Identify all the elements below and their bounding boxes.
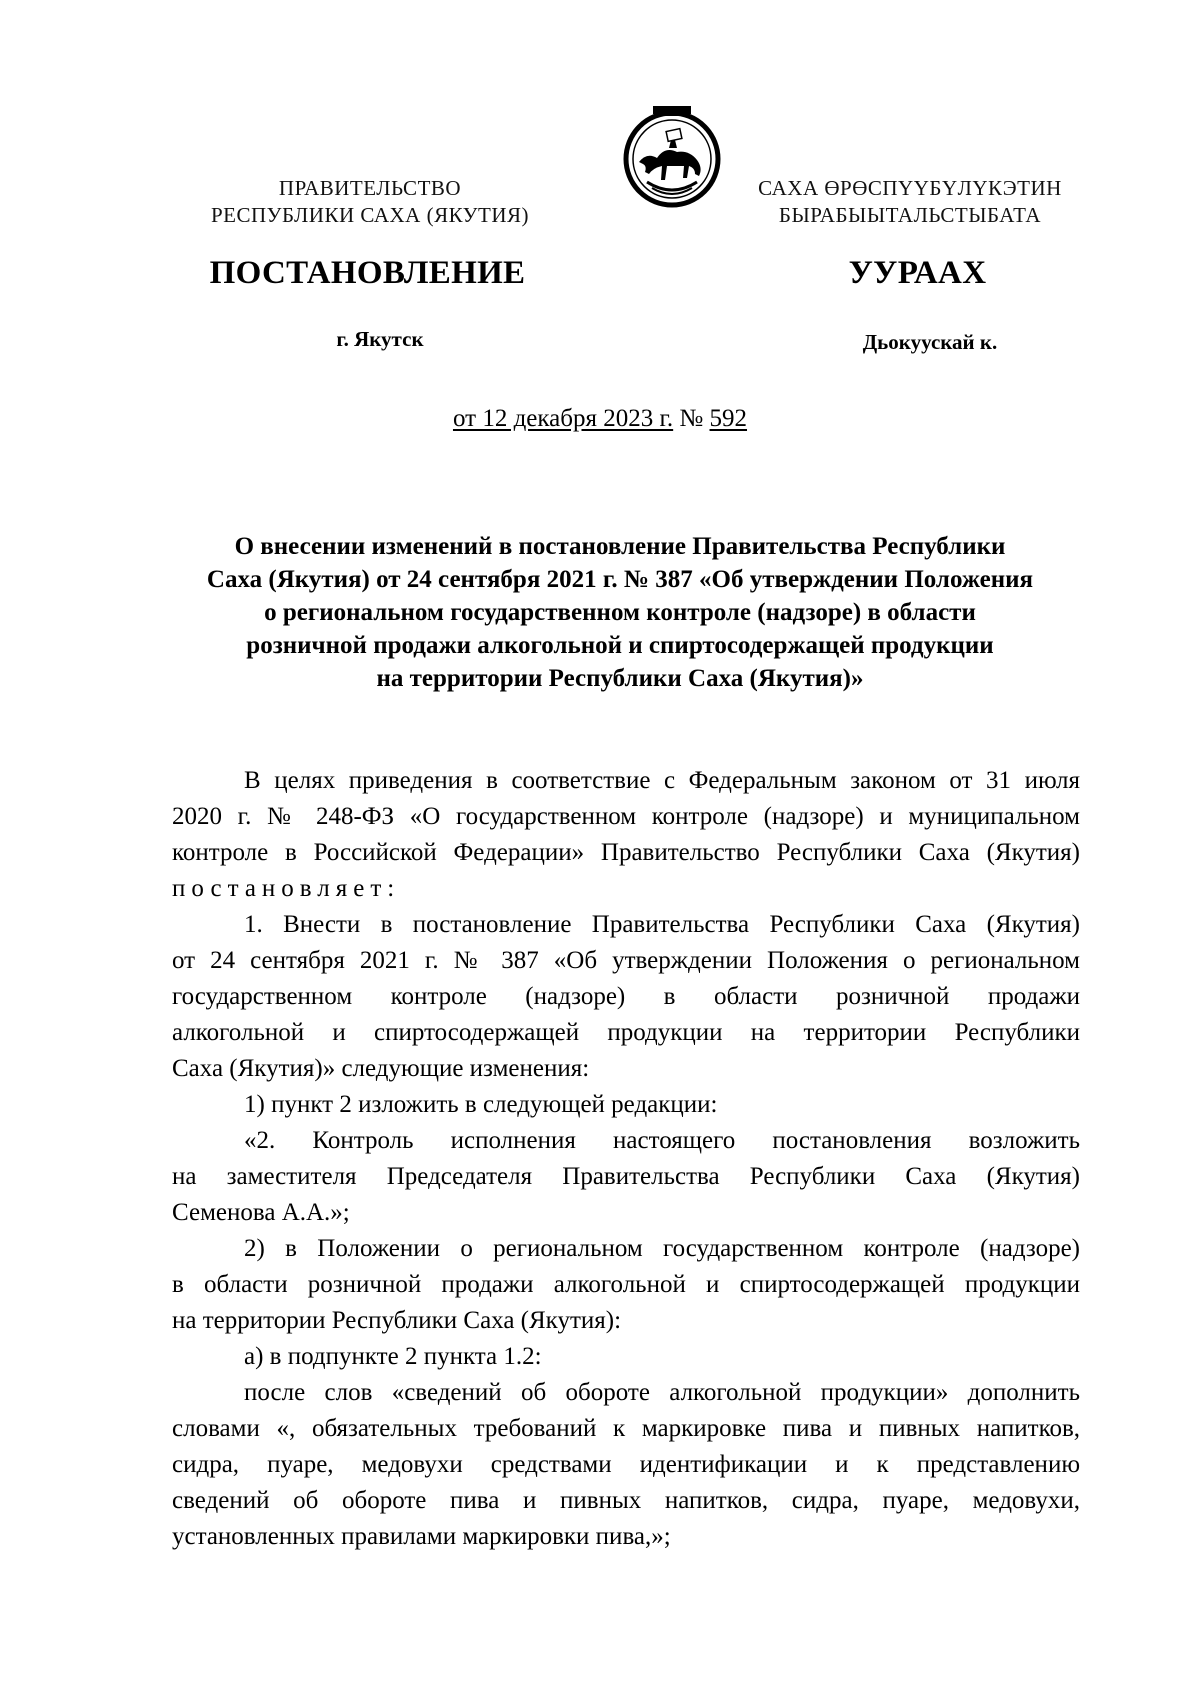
body-line: на заместителя Председателя Правительства Республики Саха (Якутия) bbox=[172, 1163, 1080, 1190]
coat-of-arms-emblem-icon bbox=[617, 102, 727, 212]
heading-line: О внесении изменений в постановление Правительства Республики bbox=[234, 533, 1006, 560]
body-line: постановляет: bbox=[172, 875, 401, 902]
heading-line: на территории Республики Саха (Якутия)» bbox=[376, 665, 864, 692]
heading-line: розничной продажи алкогольной и спиртосодержащей продукции bbox=[246, 632, 994, 659]
body-line: Семенова А.А.»; bbox=[172, 1199, 350, 1226]
date-number-line bbox=[300, 405, 900, 433]
document-body bbox=[172, 763, 1080, 1555]
number-sign: № bbox=[679, 405, 704, 432]
heading-line: о региональном государственном контроле (надзоре) в области bbox=[264, 599, 976, 626]
body-line: государственном контроле (надзоре) в области розничной продажи bbox=[172, 983, 1080, 1010]
body-line: Саха (Якутия)» следующие изменения: bbox=[172, 1055, 590, 1082]
body-line: алкогольной и спиртосодержащей продукции на территории Республики bbox=[172, 1019, 1080, 1046]
body-line: сведений об обороте пива и пивных напитков, сидра, пуаре, медовухи, bbox=[172, 1487, 1080, 1514]
body-line: после слов «сведений об обороте алкогольной продукции» дополнить bbox=[244, 1379, 1080, 1406]
issuer-block-yakut bbox=[745, 175, 1075, 229]
city-russian: г. Якутск bbox=[336, 327, 424, 351]
body-line: сидра, пуаре, медовухи средствами идентификации и к представлению bbox=[172, 1451, 1080, 1478]
document-date: от 12 декабря 2023 г. bbox=[452, 405, 674, 432]
body-line: 1) пункт 2 изложить в следующей редакции: bbox=[244, 1091, 718, 1118]
body-line: от 24 сентября 2021 г. № 387 «Об утверждении Положения о региональном bbox=[172, 947, 1080, 974]
body-line: а) в подпункте 2 пункта 1.2: bbox=[244, 1343, 542, 1370]
doc-type-yakut: УУРААХ bbox=[848, 255, 987, 291]
body-line: 1. Внести в постановление Правительства Республики Саха (Якутия) bbox=[244, 911, 1080, 938]
body-line: словами «, обязательных требований к маркировке пива и пивных напитков, bbox=[172, 1415, 1080, 1442]
doc-type-russian: ПОСТАНОВЛЕНИЕ bbox=[209, 255, 526, 291]
document-heading bbox=[160, 530, 1080, 695]
body-line: контроле в Российской Федерации» Правительство Республики Саха (Якутия) bbox=[172, 839, 1080, 866]
heading-line: Саха (Якутия) от 24 сентября 2021 г. № 387 «Об утверждении Положения bbox=[206, 566, 1034, 593]
body-line: «2. Контроль исполнения настоящего постановления возложить bbox=[244, 1127, 1080, 1154]
city-yakut: Дьокуускай к. bbox=[862, 330, 998, 354]
body-line: на территории Республики Саха (Якутия): bbox=[172, 1307, 622, 1334]
body-line: 2) в Положении о региональном государственном контроле (надзоре) bbox=[244, 1235, 1080, 1262]
document-number: 592 bbox=[709, 405, 748, 432]
body-line: установленных правилами маркировки пива,»; bbox=[172, 1523, 671, 1550]
issuer-line-1: ПРАВИТЕЛЬСТВО bbox=[278, 176, 462, 200]
issuer-line-2: РЕСПУБЛИКИ САХА (ЯКУТИЯ) bbox=[210, 203, 530, 227]
body-line: В целях приведения в соответствие с Федеральным законом от 31 июля bbox=[244, 767, 1080, 794]
issuer-line-1-yakut: САХА ӨРӨСПҮҮБҮЛҮКЭТИН bbox=[758, 176, 1062, 200]
body-line: 2020 г. № 248-ФЗ «О государственном контроле (надзоре) и муниципальном bbox=[172, 803, 1080, 830]
issuer-line-2-yakut: БЫРАБЫЫТАЛЬСТЫБАТА bbox=[778, 203, 1042, 227]
body-line: в области розничной продажи алкогольной и спиртосодержащей продукции bbox=[172, 1271, 1080, 1298]
issuer-block-russian bbox=[180, 175, 560, 229]
